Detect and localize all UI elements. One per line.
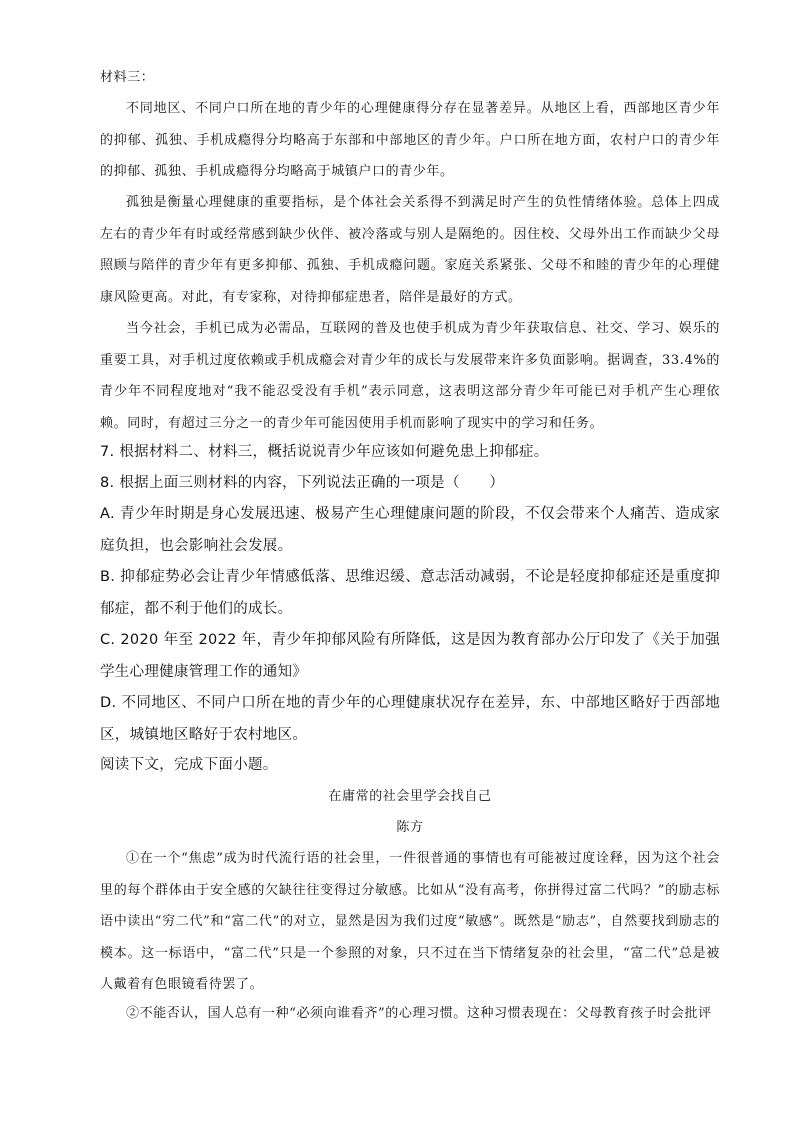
article-paragraph-2: ②不能否认，国人总有一种“必须向谁看齐”的心理习惯。这种习惯表现在：父母教育孩子时会批评 bbox=[126, 1006, 712, 1021]
option-b: B. 抑郁症势必会让青少年情感低落、思维迟缓、意志活动减弱，不论是轻度抑郁症还是重度抑郁症，都不利于他们的成长。 bbox=[100, 569, 720, 617]
material3-heading: 材料三： bbox=[100, 70, 155, 85]
option-c: C. 2020 年至 2022 年，青少年抑郁风险有所降低，这是因为教育部办公厅印发了《关于加强学生心理健康管理工作的通知》 bbox=[100, 632, 720, 680]
material3-paragraph-1: 不同地区、不同户口所在地的青少年的心理健康得分存在显著差异。从地区上看，西部地区青少年的抑郁、孤独、手机成瘾得分均略高于东部和中部地区的青少年。户口所在地方面，农村户口的青少年的抑郁、孤独、手机成瘾得分均略高于城镇户口的青少年。 bbox=[100, 101, 720, 179]
article-author: 陈方 bbox=[396, 820, 424, 835]
option-d: D. 不同地区、不同户口所在地的青少年的心理健康状况存在差异，东、中部地区略好于西部地区，城镇地区略好于农村地区。 bbox=[100, 695, 720, 743]
question-7: 7. 根据材料二、材料三，概括说说青少年应该如何避免患上抑郁症。 bbox=[100, 444, 549, 460]
option-a: A. 青少年时期是身心发展迅速、极易产生心理健康问题的阶段，不仅会带来个人痛苦、造成家庭负担，也会影响社会发展。 bbox=[100, 506, 720, 554]
material3-paragraph-3: 当今社会，手机已成为必需品，互联网的普及也使手机成为青少年获取信息、社交、学习、娱乐的重要工具，对手机过度依赖或手机成瘾会对青少年的成长与发展带来许多负面影响。据调查，33.4%的青少年不同程度地对“我不能忍受没有手机”表示同意，这表明这部分青少年可能已对手机产生心理依赖。同时，有超过三分之一的青少年可能因使用手机而影响了现实中的学习和任务。 bbox=[100, 321, 720, 431]
material3-paragraph-2: 孤独是衡量心理健康的重要指标，是个体社会关系得不到满足时产生的负性情绪体验。总体上四成左右的青少年有时或经常感到缺少伙伴、被冷落或与别人是隔绝的。因住校、父母外出工作而缺少父母照顾与陪伴的青少年有更多抑郁、孤独、手机成瘾问题。家庭关系紧张、父母不和睦的青少年的心理健康风险更高。对此，有专家称，对待抑郁症患者，陪伴是最好的方式。 bbox=[100, 195, 720, 305]
question-8: 8. 根据上面三则材料的内容，下列说法正确的一项是（ ） bbox=[100, 475, 505, 491]
article-title: 在庸常的社会里学会找自己 bbox=[328, 789, 492, 804]
article-paragraph-1: ①在一个“焦虑”成为时代流行语的社会里，一件很普通的事情也有可能被过度诠释，因为这个社会里的每个群体由于安全感的欠缺往往变得过分敏感。比如从“没有高考，你拼得过富二代吗？”的励志标语中读出“穷二代”和“富二代”的对立，显然是因为我们过度“敏感”。既然是“励志”，自然要找到励志的模本。这一标语中，“富二代”只是一个参照的对象，只不过在当下情绪复杂的社会里，“富二代”总是被人戴着有色眼镜看待罢了。 bbox=[100, 851, 720, 992]
reading-instruction: 阅读下文，完成下面小题。 bbox=[100, 757, 278, 773]
